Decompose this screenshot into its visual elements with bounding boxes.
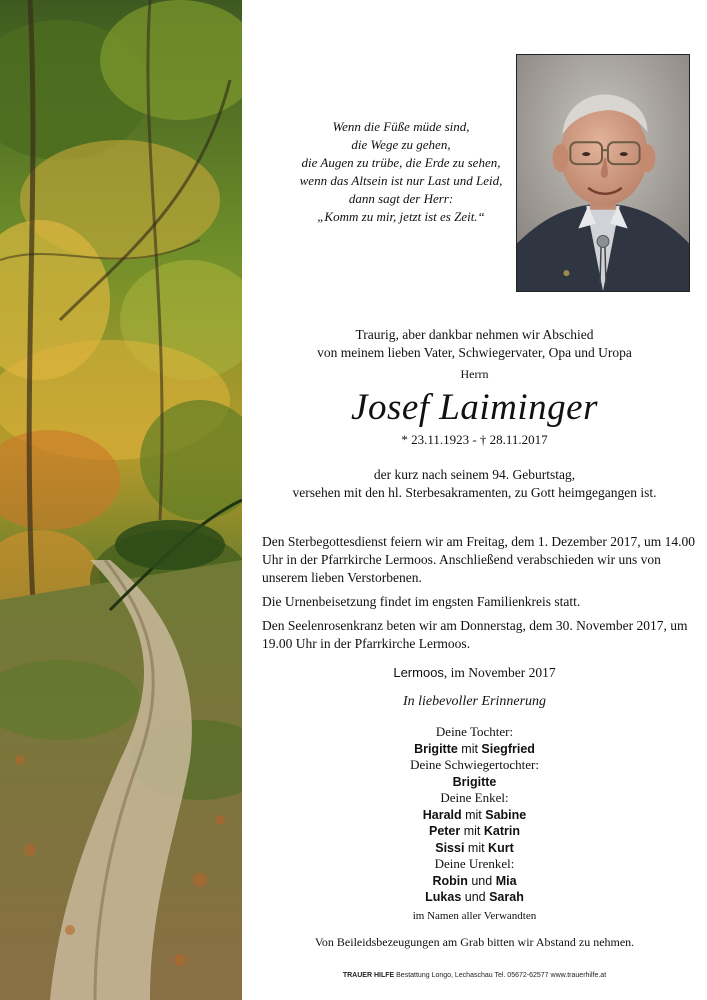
poem: [262, 118, 540, 226]
poem-line: Wenn die Füße müde sind,: [332, 119, 470, 134]
service-paragraph: Den Seelenrosenkranz beten wir am Donnerstag, dem 30. November 2017, um 19.00 Uhr in der Pfarrkirche Lermoos.: [262, 618, 688, 651]
place-date: [242, 665, 707, 681]
mourner-names: Lukas und Sarah: [425, 890, 524, 904]
footer-text: Bestattung Longo, Lechaschau Tel. 05672-62577 www.trauerhilfe.at: [394, 972, 607, 979]
memory-heading: In liebevoller Erinnerung: [402, 694, 547, 709]
passing-line: der kurz nach seinem 94. Geburtstag,: [373, 467, 576, 482]
mourner-names: Brigitte mit Siegfried: [414, 741, 535, 756]
forest-path-photo: [0, 0, 242, 1000]
town: Lermoos: [393, 665, 444, 680]
salutation: Herrn: [460, 367, 489, 381]
service-info: [262, 533, 698, 659]
mourner-names: Peter mit Katrin: [428, 824, 520, 838]
mourner-names: Sissi mit Kurt: [435, 840, 514, 855]
service-paragraph: Die Urnenbeisetzung findet im engsten Familienkreis statt.: [262, 594, 581, 609]
condolence-note: Von Beileidsbezeugungen am Grab bitten wir Abstand zu nehmen.: [314, 935, 635, 949]
mourner-names: Harald mit Sabine: [422, 807, 527, 822]
relation-label: Deine Enkel:: [440, 790, 509, 805]
poem-line: die Wege zu gehen,: [351, 137, 451, 152]
footer-brand: TRAUER HILFE: [342, 972, 395, 979]
intro-line: von meinem lieben Vater, Schwiegervater, Opa und Uropa: [317, 345, 632, 360]
mourner-names: Robin und Mia: [432, 873, 517, 888]
poem-line: wenn das Altsein ist nur Last und Leid,: [299, 173, 503, 188]
relation-label: Deine Schwiegertochter:: [410, 757, 539, 772]
life-dates: * 23.11.1923 - † 28.11.2017: [401, 432, 548, 447]
poem-line: „Komm zu mir, jetzt ist es Zeit.“: [317, 209, 485, 224]
passing-text: [242, 466, 707, 502]
mourner-names: Brigitte: [452, 774, 497, 789]
intro-line: Traurig, aber dankbar nehmen wir Abschied: [355, 327, 594, 342]
passing-line: versehen mit den hl. Sterbesakramenten, zu Gott heimgegangen ist.: [292, 485, 657, 500]
relation-label: Deine Tochter:: [435, 724, 514, 739]
deceased-name: Josef Laiminger: [351, 387, 598, 428]
poem-line: dann sagt der Herr:: [348, 191, 454, 206]
relation-label: Deine Urenkel:: [434, 856, 515, 871]
service-paragraph: Den Sterbegottesdienst feiern wir am Freitag, dem 1. Dezember 2017, um 14.00 Uhr in der Pfarrkirche Lermoos. Anschließend verabschieden wir uns von unserem lieben Verstorbenen.: [262, 534, 696, 585]
footer: [242, 972, 707, 979]
portrait-photo: [516, 54, 690, 292]
closing-line: im Namen aller Verwandten: [412, 909, 537, 922]
mourners-list: [242, 724, 707, 924]
intro-text: [242, 326, 707, 362]
poem-line: die Augen zu trübe, die Erde zu sehen,: [301, 155, 501, 170]
date-text: , im November 2017: [443, 665, 556, 680]
